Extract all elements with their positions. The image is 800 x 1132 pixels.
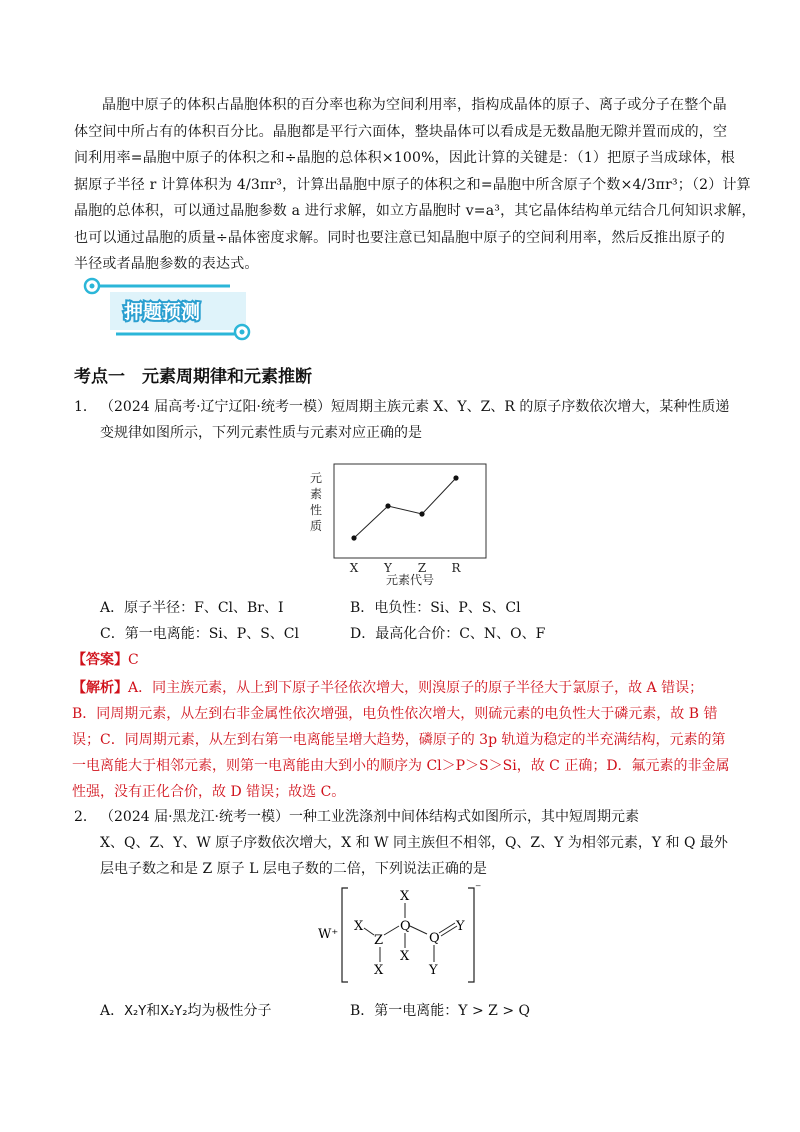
- answer-label: 【答案】: [72, 652, 128, 668]
- left-bracket: [342, 888, 348, 982]
- chart-point: [385, 503, 390, 508]
- double-bond: [441, 926, 457, 936]
- q1-option-d[interactable]: D．最高化合价：C、N、O、F: [350, 626, 546, 642]
- intro-line: 据原子半径 r 计算体积为 4/3πr³，计算出晶胞中原子的体积之和=晶胞中所含原子个数×4/3πr³；（2）计算: [74, 176, 751, 193]
- chart-ylabel-char: 素: [310, 487, 323, 501]
- molecule-x2y: X₂Y: [124, 1004, 147, 1019]
- intro-line: 也可以通过晶胞的质量÷晶体密度求解。同时也要注意已知晶胞中原子的空间利用率，然后反推出原子的: [74, 229, 725, 246]
- bond: [364, 928, 374, 935]
- intro-line: 间利用率=晶胞中原子的体积之和÷晶胞的总体积×100%，因此计算的关键是：（1）把原子当成球体，根: [74, 150, 735, 166]
- chart-x-tick-label: Z: [417, 561, 427, 575]
- section-banner: [80, 272, 260, 346]
- q2-number: 2．: [74, 809, 97, 825]
- chart-ylabel-char: 元: [310, 471, 323, 485]
- analysis-line: 误；C．同周期元素，从左到右第一电离能呈增大趋势，磷原子的 3p 轨道为稳定的半充满结构，元素的第: [72, 732, 726, 748]
- q1-stem-line2: 变规律如图所示，下列元素性质与元素对应正确的是: [100, 425, 422, 441]
- atom-x-left: X: [354, 919, 364, 934]
- banner-title: 押题预测: [124, 301, 201, 323]
- intro-line: 晶胞的总体积，可以通过晶胞参数 a 进行求解，如立方晶胞时 v=a³，其它晶体结构单元结合几何知识求解，: [74, 203, 756, 219]
- option-and: 和: [146, 1003, 161, 1019]
- q2-option-b[interactable]: B．第一电离能：Y > Z > Q: [350, 1003, 530, 1019]
- q2-stem-line2: X、Q、Z、Y、W 原子序数依次增大，X 和 W 同主族但不相邻，Q、Z、Y 为相邻元素，Y 和 Q 最外: [100, 835, 728, 851]
- q1-option-c[interactable]: C．第一电离能：Si、P、S、Cl: [100, 626, 299, 642]
- chart-x-tick-label: X: [349, 561, 359, 575]
- atom-y-right: Y: [456, 919, 465, 934]
- analysis-line: B．同周期元素，从左到右非金属性依次增强，电负性依次增大，则硫元素的电负性大于磷元素，故 B 错: [72, 706, 718, 722]
- q2-option-a[interactable]: [100, 1000, 271, 1020]
- intro-line: 半径或者晶胞参数的表达式。: [74, 256, 259, 272]
- analysis-line: 【解析】A．同主族元素，从上到下原子半径依次增大，则溴原子的原子半径大于氯原子，故 A 错误；: [72, 680, 704, 696]
- atom-q2: Q: [429, 931, 440, 946]
- cation-label: W⁺: [318, 927, 339, 942]
- intro-line: 体空间中所占有的体积百分比。晶胞都是平行六面体，整块晶体可以看成是无数晶胞无隙并置而成的，空: [74, 123, 728, 140]
- charge-label: ⁻: [475, 881, 482, 895]
- chart-xlabel: 元素代号: [385, 573, 435, 587]
- bond: [410, 926, 427, 934]
- molecule-x2y2: X₂Y₂: [160, 1004, 188, 1019]
- atom-y-below: Y: [429, 963, 438, 978]
- option-prefix: A．: [100, 1003, 125, 1019]
- chart-x-tick-label: R: [451, 561, 461, 575]
- chart-x-tick-label: Y: [384, 561, 392, 575]
- q1-option-a[interactable]: A．原子半径：F、Cl、Br、I: [100, 600, 284, 616]
- atom-q1: Q: [400, 919, 411, 934]
- intro-paragraph: [74, 92, 756, 278]
- analysis-label: 【解析】: [72, 680, 128, 696]
- q1-analysis: [72, 675, 730, 805]
- chart-point: [453, 475, 458, 480]
- analysis-line: 性强，没有正化合价，故 D 错误；故选 C。: [72, 784, 346, 800]
- right-bracket: [468, 888, 474, 982]
- intro-line: 晶胞中原子的体积占晶胞体积的百分率也称为空间利用率，指构成晶体的原子、离子或分子在整个晶: [102, 97, 727, 113]
- chart-ylabel-char: 性: [310, 503, 323, 517]
- double-bond: [439, 923, 455, 933]
- q1-stem-line1: （2024 届高考·辽宁辽阳·统考一模）短周期主族元素 X、Y、Z、R 的原子序数依次增大，某种性质递: [100, 399, 730, 415]
- q1-line-chart: [304, 460, 494, 590]
- atom-x-below-q: X: [400, 949, 410, 964]
- section-title: 考点一 元素周期律和元素推断: [74, 367, 312, 387]
- chart-series-line: [354, 478, 456, 538]
- q2-stem-line1: （2024 届·黑龙江·统考一模）一种工业洗涤剂中间体结构式如图所示，其中短周期元素: [100, 809, 639, 825]
- chart-point: [419, 511, 424, 516]
- chart-ylabel-char: 质: [310, 519, 323, 533]
- option-text: 均为极性分子: [187, 1003, 272, 1019]
- q1-answer: [72, 649, 139, 669]
- answer-value: C: [128, 652, 139, 668]
- q2-stem-line3: 层电子数之和是 Z 原子 L 层电子数的二倍，下列说法正确的是: [100, 861, 487, 877]
- chart-point: [351, 535, 356, 540]
- bond: [384, 926, 399, 935]
- atom-z: Z: [374, 933, 384, 948]
- analysis-line: 一电离能大于相邻元素，则第一电离能由大到小的顺序为 Cl＞P＞S＞Si，故 C 正确；D．氟元素的非金属: [72, 758, 730, 774]
- atom-x-top: X: [400, 889, 410, 904]
- q1-number: 1．: [74, 399, 97, 415]
- atom-x-below-z: X: [374, 963, 384, 978]
- q2-structure-diagram: [314, 880, 494, 990]
- q1-option-b[interactable]: B．电负性：Si、P、S、Cl: [350, 600, 521, 616]
